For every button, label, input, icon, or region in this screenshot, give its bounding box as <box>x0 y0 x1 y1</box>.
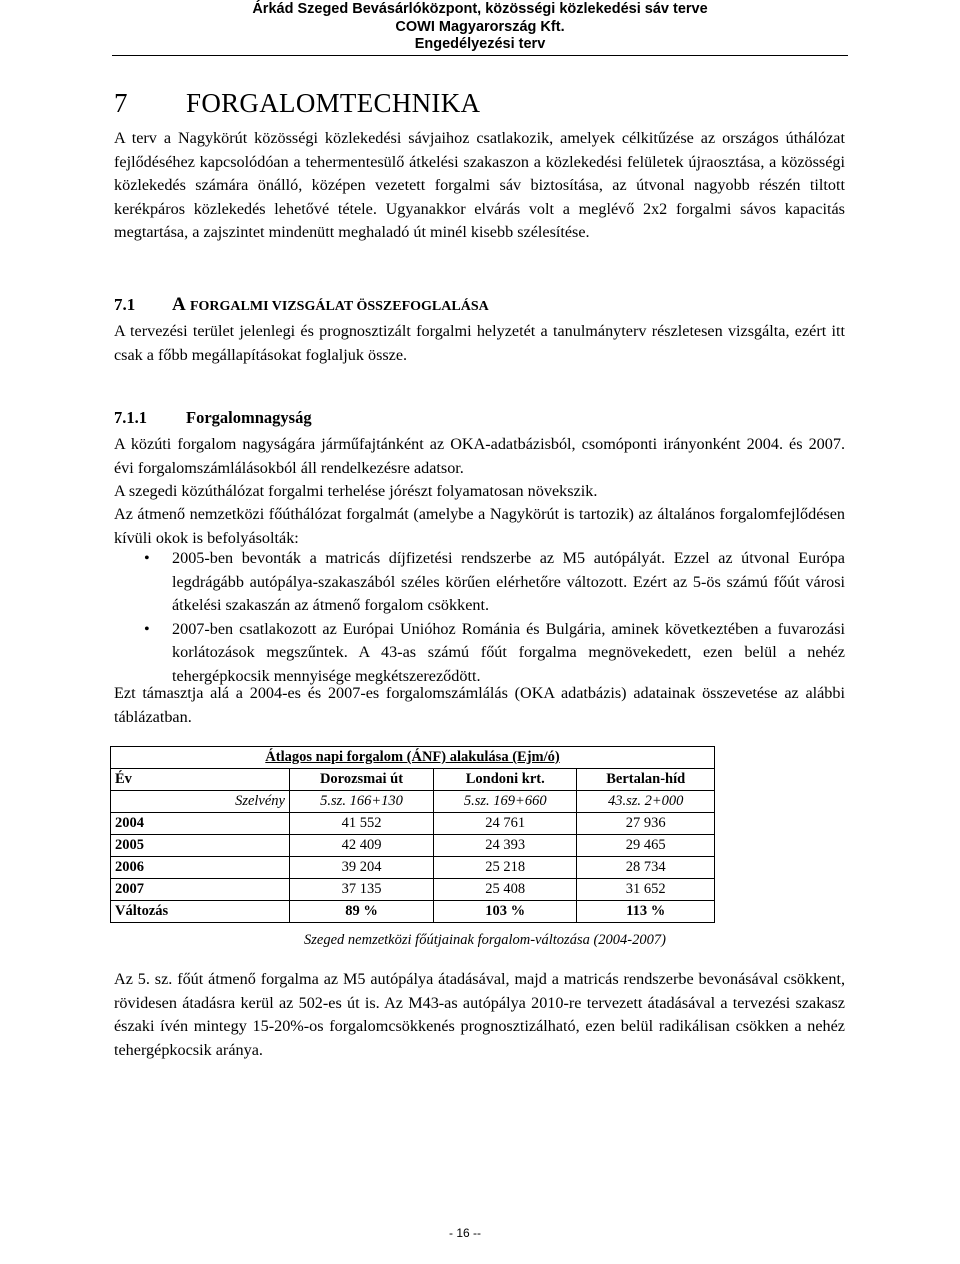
list-item <box>114 618 845 689</box>
table-cell: 37 135 <box>290 879 434 901</box>
chapter-heading <box>114 88 480 119</box>
factors-list <box>114 547 845 688</box>
list-item <box>114 547 845 618</box>
header-divider <box>112 55 848 56</box>
table-cell: 29 465 <box>577 835 715 857</box>
subsection-paragraph-1 <box>114 433 845 504</box>
page-number: - 16 -- <box>448 1226 481 1240</box>
table-header-row <box>111 769 715 791</box>
traffic-table <box>110 746 715 923</box>
table-change-row <box>111 901 715 923</box>
table-row <box>111 835 715 857</box>
table-cell: Változás <box>111 901 290 923</box>
table-cell: 28 734 <box>577 857 715 879</box>
table-cell: 2004 <box>111 813 290 835</box>
table-cell: 24 393 <box>434 835 577 857</box>
table-cell: 42 409 <box>290 835 434 857</box>
list-item-text: 2005-ben bevonták a matricás díjfizetési rendszerbe az M5 autópályát. Ezzel az útvonal Európa legdrágább autópálya-szakaszából széles körűen elérhetőre változott. Ezért az 5-ös számú főút városi átkelési szakaszán az átmenő forgalom csökkent. <box>172 549 845 614</box>
header-company: COWI Magyarország Kft. <box>395 19 565 35</box>
column-subheader: 5.sz. 166+130 <box>290 791 434 813</box>
column-subheader: 43.sz. 2+000 <box>577 791 715 813</box>
table-row <box>111 813 715 835</box>
table-cell: 89 % <box>290 901 434 923</box>
table-cell: 2007 <box>111 879 290 901</box>
table-title-row <box>111 747 715 769</box>
column-header: Bertalan-híd <box>577 769 715 791</box>
subsection-paragraph-2 <box>114 503 845 550</box>
header-project-title: Árkád Szeged Bevásárlóközpont, közösségi közlekedési sáv terve <box>252 1 708 17</box>
table-title: Átlagos napi forgalom (ÁNF) alakulása (Ejm/ó) <box>111 747 715 769</box>
column-header: Dorozsmai út <box>290 769 434 791</box>
section-heading <box>114 294 489 316</box>
table-cell: 103 % <box>434 901 577 923</box>
table-cell: 25 218 <box>434 857 577 879</box>
bullet-icon: • <box>144 619 150 638</box>
section-title-initial: A <box>172 294 186 315</box>
chapter-number: 7 <box>114 88 128 118</box>
column-subheader: Szelvény <box>111 791 290 813</box>
table-intro-paragraph: Ezt támasztja alá a 2004-es és 2007-es forgalomszámlálás (OKA adatbázis) adatainak összevetése az alábbi táblázatban. <box>114 684 845 726</box>
section-number: 7.1 <box>114 295 136 314</box>
table-cell: 31 652 <box>577 879 715 901</box>
network-load-text: A szegedi közúthálózat forgalmi terhelése jórészt folyamatosan növekszik. <box>114 482 598 500</box>
subsection-title: Forgalomnagyság <box>186 408 312 427</box>
table-cell: 39 204 <box>290 857 434 879</box>
subsection-heading <box>114 408 312 428</box>
data-sources-text: A közúti forgalom nagyságára járműfajtánként az OKA-adatbázisból, csomóponti irányonként 2004. és 2007. évi forgalomszámlálásokból áll rendelkezésre adatsor. <box>114 435 845 477</box>
table-subheader-row <box>111 791 715 813</box>
table-caption: Szeged nemzetközi főútjainak forgalom-változása (2004-2007) <box>304 932 666 948</box>
table-cell: 24 761 <box>434 813 577 835</box>
bullet-icon: • <box>144 549 150 567</box>
section-paragraph: A tervezési terület jelenlegi és prognosztizált forgalmi helyzetét a tanulmányterv részletesen vizsgálta, ezért itt csak a főbb megállapításokat foglaljuk össze. <box>114 322 845 364</box>
column-header: Londoni krt. <box>434 769 577 791</box>
header-document-type: Engedélyezési terv <box>414 36 546 52</box>
table-cell: 25 408 <box>434 879 577 901</box>
intro-paragraph: A terv a Nagykörút közösségi közlekedési sávjaihoz csatlakozik, amelyek célkitűzése az országos úthálózat fejlődéséhez kapcsolódóan a tehermentesülő átkelési szakaszon a közlekedési felületek újraosztása, a közösségi közlekedés számára önálló, középen vezetett forgalmi sáv biztosítása, az útvonal nagyobb részén tiltott kerékpáros közlekedés lehetővé tétele. Ugyanakkor elvárás volt a meglévő 2x2 forgalmi sávos kapacitás megtartása, a zajszintet mindenütt meghaladó út minél kisebb szélesítése. <box>114 129 845 241</box>
table-cell: 41 552 <box>290 813 434 835</box>
table-cell: 2005 <box>111 835 290 857</box>
column-header: Év <box>111 769 290 791</box>
chapter-title: FORGALOMTECHNIKA <box>186 88 481 118</box>
closing-paragraph: Az 5. sz. főút átmenő forgalma az M5 autópálya átadásával, majd a matricás rendszerbe bevonásával csökkent, rövidesen átadásra kerül az 502-es út is. Az M43-as autópálya 2010-re tervezett átadásával a tervezési szakasz északi ívén mintegy 15-20%-os forgalomcsökkenés prognosztizálható, ezen belül radikálisan csökken a nehéz tehergépkocsik aránya. <box>114 970 845 1059</box>
through-traffic-text: Az átmenő nemzetközi főúthálózat forgalmát (amelybe a Nagykörút is tartozik) az általános forgalomfejlődésen kívüli okok is befolyásolták: <box>114 505 845 547</box>
table-row <box>111 857 715 879</box>
section-title: FORGALMI VIZSGÁLAT ÖSSZEFOGLALÁSA <box>189 299 489 314</box>
list-item-text: 2007-ben csatlakozott az Európai Unióhoz Románia és Bulgária, aminek következtében a fuvarozási korlátozások megszűntek. A 43-as számú főút forgalma megnövekedett, ezen belül a nehéz tehergépkocsik mennyisége megkétszereződött. <box>172 619 845 685</box>
table-cell: 2006 <box>111 857 290 879</box>
table-row <box>111 879 715 901</box>
subsection-number: 7.1.1 <box>114 408 147 427</box>
table-cell: 113 % <box>577 901 715 923</box>
column-subheader: 5.sz. 169+660 <box>434 791 577 813</box>
table-cell: 27 936 <box>577 813 715 835</box>
